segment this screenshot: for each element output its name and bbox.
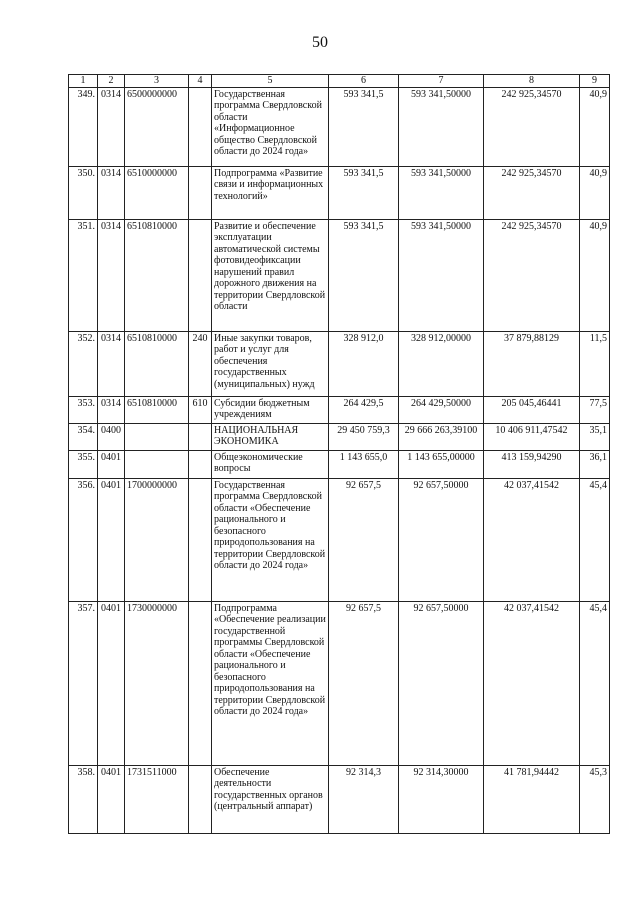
item-name: Субсидии бюджетным учреждениям <box>212 396 329 423</box>
execution-percent: 35,1 <box>580 423 610 450</box>
execution-percent: 40,9 <box>580 219 610 331</box>
expense-type <box>189 166 212 219</box>
item-name: Общеэкономические вопросы <box>212 450 329 478</box>
target-code: 1731511000 <box>125 765 189 833</box>
plan-amount: 593 341,5 <box>329 166 399 219</box>
plan-amount: 29 450 759,3 <box>329 423 399 450</box>
plan-amount: 1 143 655,0 <box>329 450 399 478</box>
col-header-5: 5 <box>212 75 329 88</box>
section-code: 0401 <box>98 450 125 478</box>
col-header-4: 4 <box>189 75 212 88</box>
item-name: Иные закупки товаров, работ и услуг для обеспечения государственных (муниципальных) нужд <box>212 331 329 396</box>
executed-amount: 205 045,46441 <box>484 396 580 423</box>
col-header-9: 9 <box>580 75 610 88</box>
approved-amount: 92 657,50000 <box>399 601 484 765</box>
row-number: 357. <box>69 601 98 765</box>
execution-percent: 40,9 <box>580 87 610 166</box>
execution-percent: 11,5 <box>580 331 610 396</box>
item-name: Развитие и обеспечение эксплуатации автоматической системы фотовидеофиксации нарушений правил дорожного движения на территории Свердловской области <box>212 219 329 331</box>
executed-amount: 42 037,41542 <box>484 478 580 601</box>
row-number: 351. <box>69 219 98 331</box>
plan-amount: 593 341,5 <box>329 87 399 166</box>
item-name: НАЦИОНАЛЬНАЯ ЭКОНОМИКА <box>212 423 329 450</box>
item-name: Обеспечение деятельности государственных органов (центральный аппарат) <box>212 765 329 833</box>
row-number: 353. <box>69 396 98 423</box>
row-number: 355. <box>69 450 98 478</box>
section-code: 0314 <box>98 331 125 396</box>
expense-type: 240 <box>189 331 212 396</box>
approved-amount: 92 314,30000 <box>399 765 484 833</box>
execution-percent: 45,3 <box>580 765 610 833</box>
target-code: 1730000000 <box>125 601 189 765</box>
section-code: 0401 <box>98 478 125 601</box>
execution-percent: 40,9 <box>580 166 610 219</box>
col-header-7: 7 <box>399 75 484 88</box>
plan-amount: 92 314,3 <box>329 765 399 833</box>
col-header-1: 1 <box>69 75 98 88</box>
target-code: 6510810000 <box>125 219 189 331</box>
col-header-6: 6 <box>329 75 399 88</box>
item-name: Государственная программа Свердловской области «Информационное общество Свердловской области до 2024 года» <box>212 87 329 166</box>
approved-amount: 593 341,50000 <box>399 166 484 219</box>
target-code: 6510810000 <box>125 331 189 396</box>
approved-amount: 328 912,00000 <box>399 331 484 396</box>
expense-type <box>189 423 212 450</box>
execution-percent: 36,1 <box>580 450 610 478</box>
target-code: 6510810000 <box>125 396 189 423</box>
expense-type <box>189 87 212 166</box>
table-row <box>69 87 610 166</box>
item-name: Подпрограмма «Развитие связи и информационных технологий» <box>212 166 329 219</box>
target-code: 6510000000 <box>125 166 189 219</box>
section-code: 0401 <box>98 765 125 833</box>
plan-amount: 593 341,5 <box>329 219 399 331</box>
row-number: 354. <box>69 423 98 450</box>
budget-table <box>68 74 610 834</box>
table-row <box>69 765 610 833</box>
table-row <box>69 219 610 331</box>
executed-amount: 37 879,88129 <box>484 331 580 396</box>
section-code: 0314 <box>98 219 125 331</box>
executed-amount: 42 037,41542 <box>484 601 580 765</box>
row-number: 349. <box>69 87 98 166</box>
section-code: 0400 <box>98 423 125 450</box>
target-code: 1700000000 <box>125 478 189 601</box>
plan-amount: 92 657,5 <box>329 601 399 765</box>
target-code <box>125 450 189 478</box>
section-code: 0314 <box>98 166 125 219</box>
executed-amount: 10 406 911,47542 <box>484 423 580 450</box>
execution-percent: 77,5 <box>580 396 610 423</box>
plan-amount: 92 657,5 <box>329 478 399 601</box>
expense-type <box>189 601 212 765</box>
expense-type <box>189 765 212 833</box>
header-row <box>69 75 610 88</box>
table-row <box>69 450 610 478</box>
expense-type <box>189 478 212 601</box>
table-row <box>69 423 610 450</box>
section-code: 0314 <box>98 87 125 166</box>
page-number: 50 <box>312 34 328 51</box>
col-header-3: 3 <box>125 75 189 88</box>
approved-amount: 264 429,50000 <box>399 396 484 423</box>
table-row <box>69 601 610 765</box>
plan-amount: 328 912,0 <box>329 331 399 396</box>
row-number: 350. <box>69 166 98 219</box>
expense-type: 610 <box>189 396 212 423</box>
expense-type <box>189 450 212 478</box>
executed-amount: 242 925,34570 <box>484 87 580 166</box>
row-number: 356. <box>69 478 98 601</box>
table-row <box>69 331 610 396</box>
target-code: 6500000000 <box>125 87 189 166</box>
item-name: Государственная программа Свердловской области «Обеспечение рационального и безопасного природопользования на территории Свердловской области до 2024 года» <box>212 478 329 601</box>
execution-percent: 45,4 <box>580 601 610 765</box>
col-header-8: 8 <box>484 75 580 88</box>
approved-amount: 593 341,50000 <box>399 219 484 331</box>
approved-amount: 29 666 263,39100 <box>399 423 484 450</box>
executed-amount: 242 925,34570 <box>484 166 580 219</box>
approved-amount: 1 143 655,00000 <box>399 450 484 478</box>
table-row <box>69 478 610 601</box>
section-code: 0401 <box>98 601 125 765</box>
executed-amount: 242 925,34570 <box>484 219 580 331</box>
target-code <box>125 423 189 450</box>
item-name: Подпрограмма «Обеспечение реализации государственной программы Свердловской области «Обеспечение рационального и безопасного природопользования на территории Свердловской области до 2024 года» <box>212 601 329 765</box>
approved-amount: 593 341,50000 <box>399 87 484 166</box>
row-number: 352. <box>69 331 98 396</box>
expense-type <box>189 219 212 331</box>
approved-amount: 92 657,50000 <box>399 478 484 601</box>
section-code: 0314 <box>98 396 125 423</box>
executed-amount: 41 781,94442 <box>484 765 580 833</box>
plan-amount: 264 429,5 <box>329 396 399 423</box>
executed-amount: 413 159,94290 <box>484 450 580 478</box>
execution-percent: 45,4 <box>580 478 610 601</box>
row-number: 358. <box>69 765 98 833</box>
table-row <box>69 166 610 219</box>
col-header-2: 2 <box>98 75 125 88</box>
table-row <box>69 396 610 423</box>
